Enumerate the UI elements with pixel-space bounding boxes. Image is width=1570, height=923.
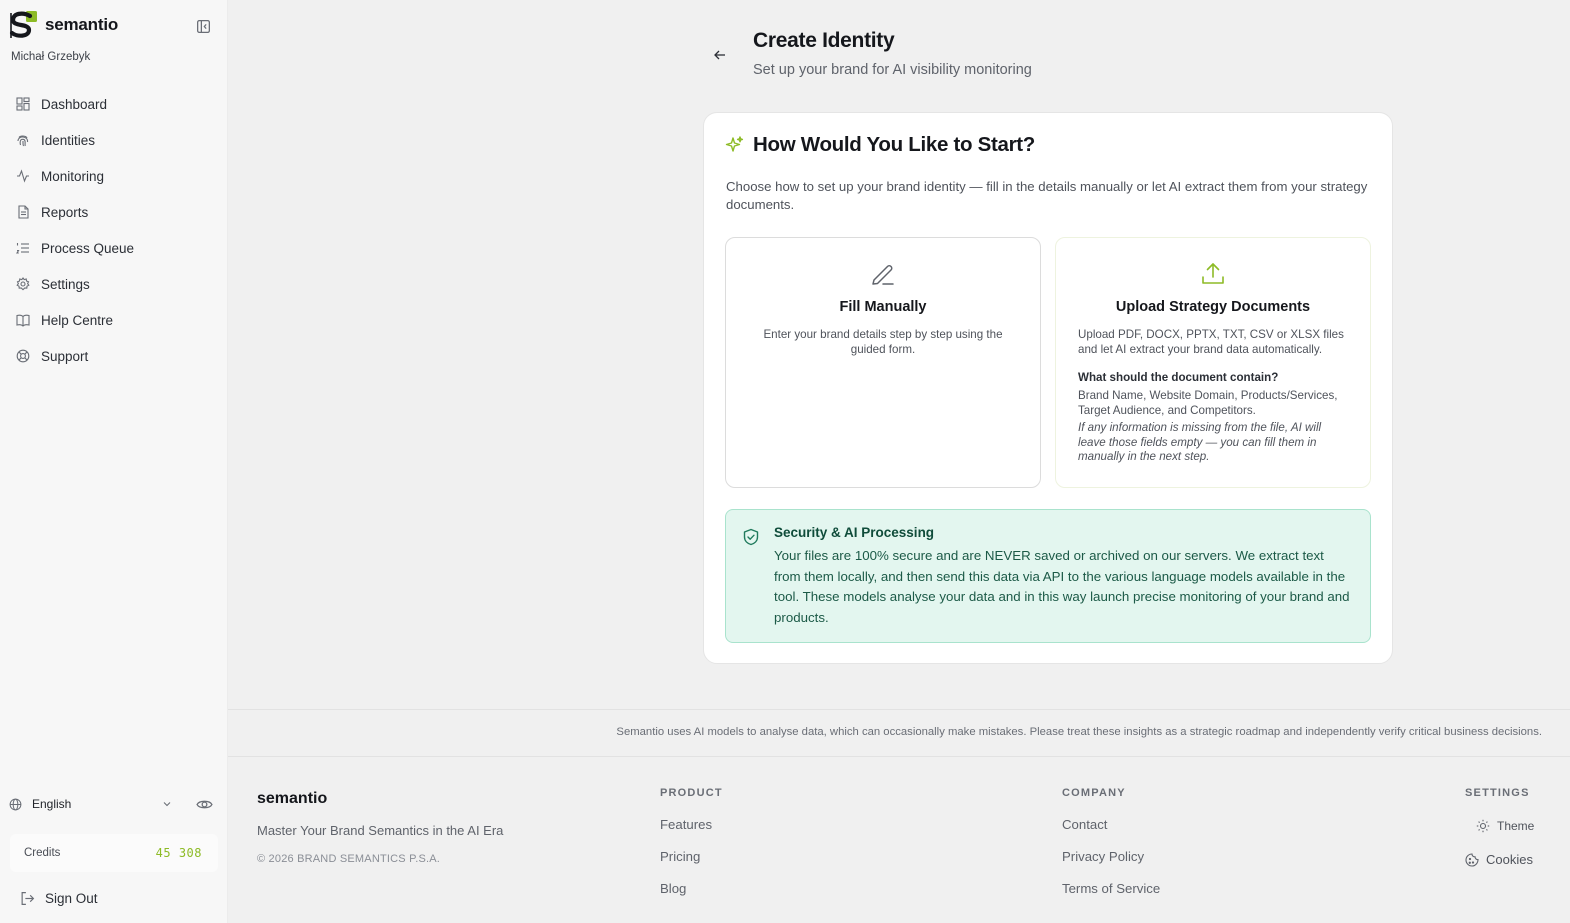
security-title: Security & AI Processing (774, 525, 935, 540)
sign-out-button[interactable] (20, 891, 98, 906)
footer-company-column (1062, 787, 1160, 897)
sidebar-item-label: Reports (41, 204, 89, 220)
cookies-label: Cookies (1486, 852, 1533, 867)
file-text-icon (16, 205, 30, 219)
sidebar-nav (0, 86, 228, 374)
sidebar-item-identities[interactable] (0, 122, 228, 158)
fingerprint-icon (16, 133, 30, 147)
sidebar-item-label: Support (41, 348, 89, 364)
sidebar-item-label: Settings (41, 276, 90, 292)
footer-tagline: Master Your Brand Semantics in the AI Era (257, 823, 504, 838)
pencil-icon (869, 260, 897, 288)
card-title: How Would You Like to Start? (753, 133, 1036, 156)
sign-out-label: Sign Out (45, 891, 98, 906)
upload-documents-title: Upload Strategy Documents (1115, 299, 1311, 315)
sidebar-item-process-queue[interactable] (0, 230, 228, 266)
gear-icon (16, 277, 30, 291)
upload-documents-description: Upload PDF, DOCX, PPTX, TXT, CSV or XLSX files and let AI extract your brand data automatically. (1078, 328, 1344, 356)
start-options-card (703, 112, 1393, 664)
activity-icon (16, 169, 30, 183)
upload-documents-option[interactable] (1055, 237, 1371, 488)
page-title: Create Identity (753, 29, 895, 52)
theme-toggle-button[interactable] (1476, 819, 1534, 833)
sun-icon (1476, 819, 1490, 833)
ai-disclaimer-bar (228, 709, 1570, 757)
sidebar-item-monitoring[interactable] (0, 158, 228, 194)
sidebar (0, 0, 228, 923)
sidebar-item-reports[interactable] (0, 194, 228, 230)
arrow-left-icon (711, 46, 729, 64)
footer-link-pricing[interactable]: Pricing (660, 849, 701, 864)
collapse-sidebar-button[interactable] (195, 18, 212, 35)
book-icon (16, 313, 30, 327)
lifebuoy-icon (16, 349, 30, 363)
sidebar-item-help-centre[interactable] (0, 302, 228, 338)
dashboard-icon (16, 97, 30, 111)
sidebar-item-label: Process Queue (41, 240, 135, 256)
user-name: Michał Grzebyk (11, 51, 91, 63)
chevron-down-icon (161, 798, 173, 810)
sidebar-item-label: Monitoring (41, 168, 105, 184)
sidebar-item-label: Help Centre (41, 312, 114, 328)
sidebar-item-label: Dashboard (41, 96, 108, 112)
ai-disclaimer-text: Semantio uses AI models to analyse data, which can occasionally make mistakes. Please treat these insights as a strategic roadmap and independently verify critical business decisions. (616, 726, 1542, 738)
upload-icon (1199, 260, 1227, 288)
footer-link-blog[interactable]: Blog (660, 881, 687, 896)
document-requirements-list: Brand Name, Website Domain, Products/Services, Target Audience, and Competitors. (1078, 389, 1338, 417)
card-header (725, 133, 1035, 157)
log-out-icon (20, 891, 35, 906)
cookie-icon (1465, 853, 1479, 867)
theme-label: Theme (1497, 819, 1535, 833)
brand-logo[interactable] (9, 10, 118, 40)
shield-check-icon (742, 528, 760, 546)
brand-name: semantio (45, 15, 119, 34)
back-button[interactable] (711, 46, 729, 64)
sidebar-item-settings[interactable] (0, 266, 228, 302)
card-description: Choose how to set up your brand identity — fill in the details manually or let AI extract them from your strategy documents. (726, 179, 1368, 212)
credits-value: 45 308 (155, 846, 202, 860)
footer-product-column (660, 787, 723, 897)
language-select[interactable] (9, 794, 219, 814)
sidebar-item-label: Identities (41, 132, 96, 148)
language-label: English (32, 797, 72, 811)
footer-logo: semantio (257, 790, 328, 807)
document-requirements-heading: What should the document contain? (1078, 371, 1279, 384)
eye-icon (196, 796, 213, 813)
document-missing-info-note: If any information is missing from the file, AI will leave those fields empty — you can fill them in manually in the next step. (1078, 421, 1322, 463)
footer-product-heading: PRODUCT (660, 787, 723, 799)
footer-link-privacy-policy[interactable]: Privacy Policy (1062, 849, 1145, 864)
footer-company-heading: COMPANY (1062, 787, 1126, 799)
sidebar-item-dashboard[interactable] (0, 86, 228, 122)
footer-link-contact[interactable]: Contact (1062, 817, 1108, 832)
credits-label: Credits (24, 847, 61, 859)
credits-box (10, 834, 218, 872)
footer-settings-heading: SETTINGS (1465, 787, 1530, 799)
semantio-logo-icon (9, 10, 39, 40)
panel-left-icon (195, 18, 212, 35)
globe-icon (9, 798, 22, 811)
footer-settings-column (1465, 787, 1530, 801)
footer-link-terms-of-service[interactable]: Terms of Service (1062, 881, 1161, 896)
page-subtitle: Set up your brand for AI visibility monitoring (753, 62, 1032, 78)
sidebar-item-support[interactable] (0, 338, 228, 374)
security-text: Your files are 100% secure and are NEVER saved or archived on our servers. We extract text from them locally, and then send this data via API to the various language models available in the tool. These models analyse your data and in this way launch precise monitoring of your brand and products. (774, 548, 1350, 625)
footer-copyright: © 2026 BRAND SEMANTICS P.S.A. (257, 853, 441, 865)
visibility-toggle[interactable] (196, 796, 213, 813)
footer-link-features[interactable]: Features (660, 817, 713, 832)
security-notice (725, 509, 1371, 643)
fill-manually-option[interactable] (725, 237, 1041, 488)
fill-manually-description: Enter your brand details step by step using the guided form. (763, 328, 1003, 356)
list-ordered-icon (16, 241, 30, 255)
cookies-button[interactable] (1465, 852, 1533, 867)
sparkles-icon (725, 135, 745, 155)
fill-manually-title: Fill Manually (839, 299, 927, 315)
